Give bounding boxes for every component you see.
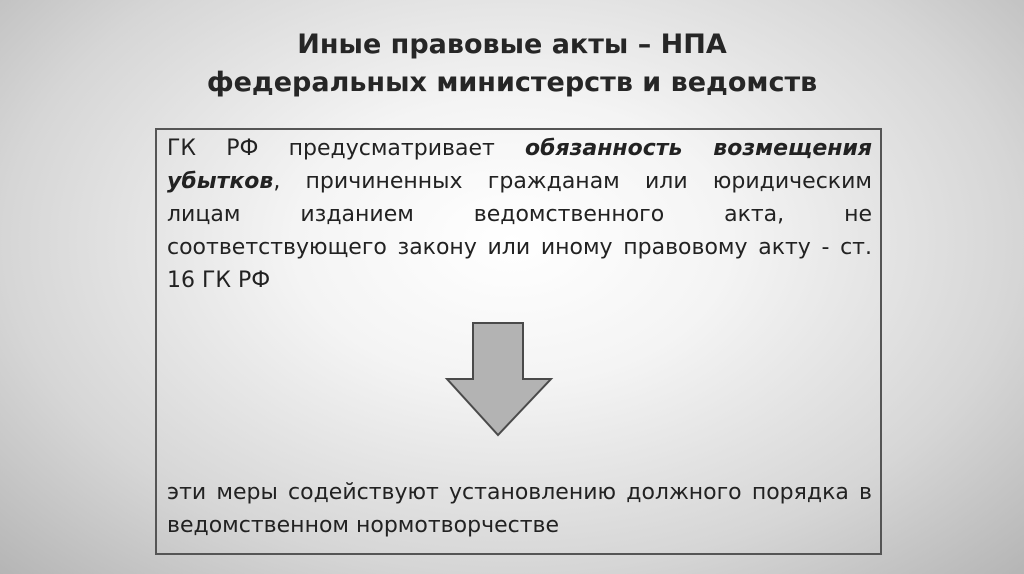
top-paragraph-emphasis: обязанность возмещения убытков: [167, 136, 872, 194]
top-paragraph-prefix: ГК РФ предусматривает: [167, 136, 525, 161]
bottom-paragraph: эти меры содействуют установлению должного порядка в ведомственном нормотворчестве: [167, 480, 872, 538]
slide-title-line-2: федеральных министерств и ведомств: [206, 67, 818, 98]
slide-title: [0, 26, 1024, 102]
down-arrow-shape: [447, 323, 551, 435]
down-arrow-icon: [444, 320, 554, 438]
content-box: [155, 128, 882, 555]
top-paragraph: [167, 132, 872, 297]
slide-title-line-1: Иные правовые акты – НПА: [297, 29, 727, 60]
top-paragraph-suffix: , причиненных гражданам или юридическим лицам изданием ведомственного акта, не соответствующего закону или иному правовому акту - ст. 16 ГК РФ: [167, 169, 872, 293]
